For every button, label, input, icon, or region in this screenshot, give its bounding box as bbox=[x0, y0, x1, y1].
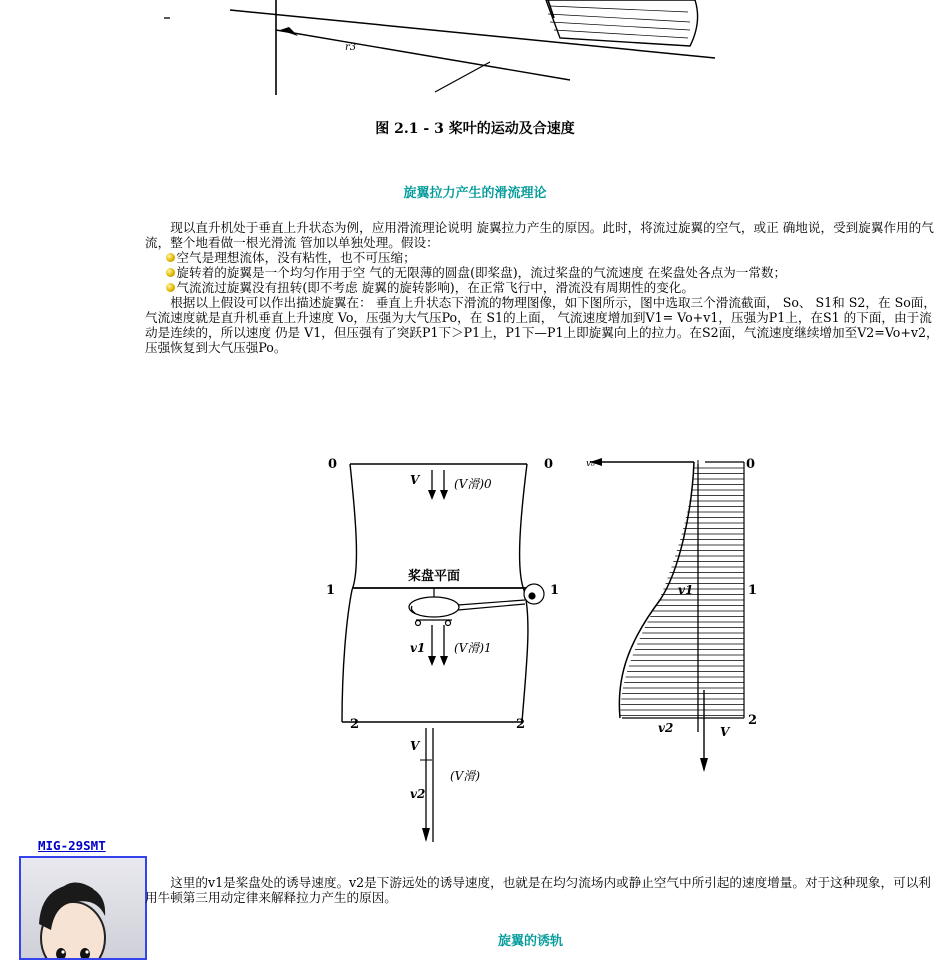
velocity-arrow bbox=[428, 470, 448, 500]
assumption-item: 旋转着的旋翼是一个均匀作用于空 气的无限薄的圆盘(即桨盘)，流过桨盘的气流速度 在桨盘处各点为一常数； bbox=[145, 265, 940, 280]
conclusion-paragraph: 这里的v1是桨盘处的诱导速度。v2是下游远处的诱导速度，也就是在均匀流场内或静止空气中所引起的速度增量。对于这种现象，可以利用牛顿第三用动定律来解释拉力产生的原因。 bbox=[145, 875, 931, 905]
figure-caption: 图 2.1 - 3 桨叶的运动及合速度 bbox=[375, 121, 575, 137]
station-label: 0 bbox=[544, 457, 554, 472]
profile-label-v2: v2 bbox=[658, 721, 674, 735]
profile-label-v-top: v₀ bbox=[586, 459, 595, 469]
assumption-item: 空气是理想流体，没有粘性，也不可压缩； bbox=[145, 250, 940, 265]
station-label: 2 bbox=[516, 717, 526, 732]
blade-velocity-figure bbox=[150, 0, 730, 95]
velocity-label-v2: v2 bbox=[410, 787, 426, 801]
station-label: 2 bbox=[350, 717, 360, 732]
slipstream-diagram bbox=[320, 450, 780, 850]
section-title: 旋翼拉力产生的滑流理论 bbox=[403, 186, 547, 201]
bullet-icon bbox=[166, 283, 175, 292]
avatar-face-icon bbox=[21, 858, 145, 958]
velocity-label-V-bottom: V bbox=[410, 739, 420, 753]
bullet-icon bbox=[166, 268, 175, 277]
figure-label-r3: r3 bbox=[345, 42, 357, 53]
article-body bbox=[145, 220, 940, 355]
next-section-heading: 旋翼的诱轨 bbox=[498, 934, 564, 949]
velocity-arrow bbox=[420, 728, 433, 842]
station-label: 0 bbox=[328, 457, 338, 472]
station-label: 2 bbox=[748, 713, 758, 728]
intro-paragraph: 现以直升机处于垂直上升状态为例，应用滑流理论说明 旋翼拉力产生的原因。此时，将流过旋翼的空气，或正 确地说，受到旋翼作用的气流，整个地看做一根光滑流 管加以单独处理。假设： bbox=[145, 220, 934, 250]
station-label: 1 bbox=[550, 583, 560, 598]
station-label: 1 bbox=[748, 583, 758, 598]
profile-label-V: V bbox=[720, 725, 730, 739]
user-avatar[interactable] bbox=[19, 856, 147, 960]
station-label: 0 bbox=[746, 457, 756, 472]
analysis-paragraph: 根据以上假设可以作出描述旋翼在： 垂直上升状态下滑流的物理图像，如下图所示，图中选取三个滑流截面， So、 S1和 S2，在 So面，气流速度就是直升机垂直上升速度 Vo，压强为大气压Po，在 S1的上面， 气流速度增加到V1= Vo+v1，压强为P1上，在S1 的下面，由于流动是连续的，所以速度 仍是 V1，但压强有了突跃P1下＞P1上，P1下—P1上即旋翼向上的拉力。在S2面，气流速度继续增加至V2=Vo+v2，压强恢复到大气压强Po。 bbox=[145, 295, 939, 355]
rotor-plane-label: 桨盘平面 bbox=[408, 569, 461, 584]
assumption-item: 气流流过旋翼没有扭转(即不考虑 旋翼的旋转影响)，在正常飞行中，滑流没有周期性的变化。 bbox=[145, 280, 940, 295]
velocity-label-slip1: (V滑)1 bbox=[454, 641, 492, 655]
velocity-label-v1: v1 bbox=[410, 641, 426, 655]
velocity-arrow bbox=[428, 625, 448, 666]
station-label: 1 bbox=[326, 583, 336, 598]
username-link[interactable]: MIG-29SMT bbox=[38, 838, 106, 853]
bullet-icon bbox=[166, 253, 175, 262]
velocity-label-slip: (V滑) bbox=[450, 769, 481, 783]
stream-tube bbox=[342, 464, 542, 722]
velocity-label-slip0: (V滑)0 bbox=[454, 477, 492, 491]
profile-label-v1: v1 bbox=[678, 583, 694, 597]
velocity-label-V: V bbox=[410, 473, 420, 487]
